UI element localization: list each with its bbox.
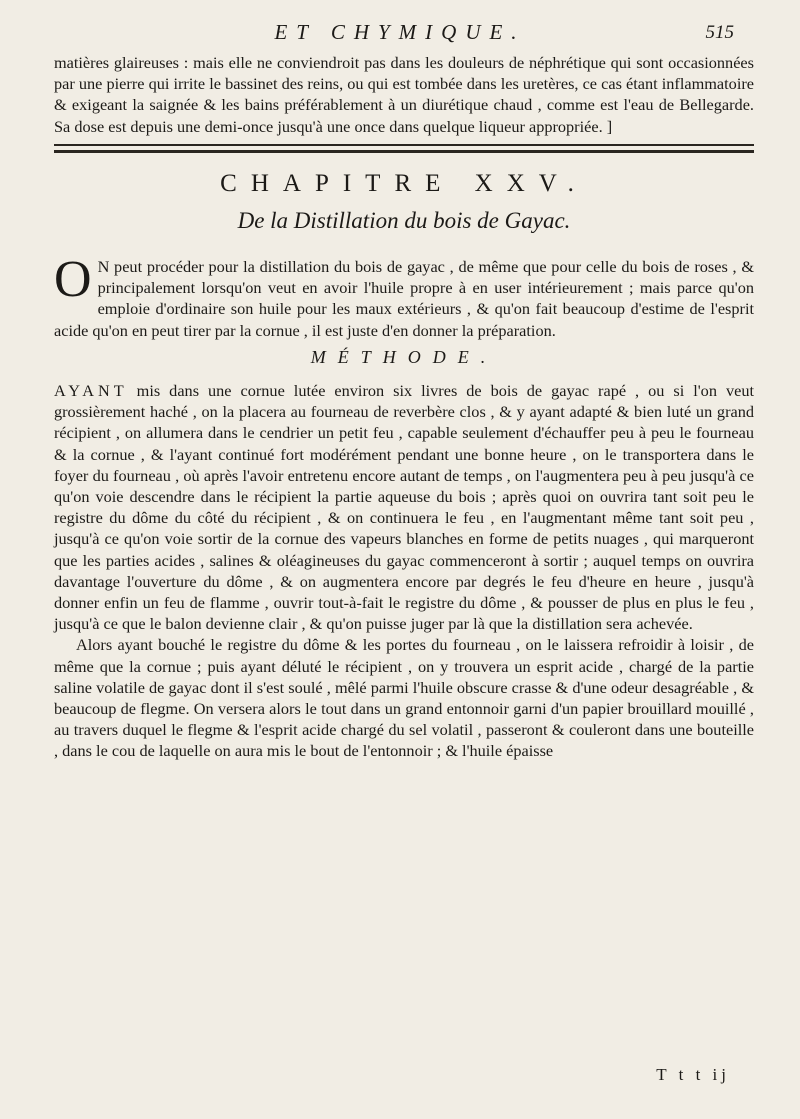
method-lead-word: AYANT (54, 381, 128, 400)
opening-text: N peut procéder pour la distillation du bois de gayac , de même que pour celle du bois de roses , & principalement lorsqu'on veut en avoir l'huile propre à en user intérieurement ; mais parce qu'on emploie d'ordinaire son huile pour les maux extérieurs , & qu'on fait beaucoup d'estime de l'esprit acide qu'on en peut tirer par la cornue , il est juste d'en donner la préparation. (54, 257, 754, 340)
running-head (0, 20, 800, 50)
opening-paragraph (54, 251, 754, 341)
running-head-title: ET CHYMIQUE. (274, 20, 526, 44)
signature-mark: T t t ij (656, 1065, 730, 1084)
chapter-divider-rule (54, 144, 754, 153)
method-heading: MÉTHODE. (310, 347, 498, 367)
method-paragraph-2: Alors ayant bouché le registre du dôme & les portes du fourneau , on le laissera refroidir à loisir , de même que la cornue ; puis ayant déluté le récipient , on y trouvera un esprit acide , chargé de la partie saline volatile de gayac dont il s'est soulé , mêlé parmi l'huile obscure crasse & d'une odeur desagréable , & beaucoup de flegme. On versera alors le tout dans un grand entonnoir garni d'un papier brouillard mouillé , au travers duquel le flegme & l'esprit acide chargé du sel volatil , passeront & couleront dans une bouteille , dans le cou de laquelle on aura mis le bout de l'entonnoir ; & l'huile épaisse (54, 635, 754, 761)
page-number: 515 (705, 22, 734, 43)
drop-cap: O (54, 251, 92, 308)
intro-block (54, 52, 754, 137)
method-paragraph-1-text: mis dans une cornue lutée environ six livres de bois de gayac rapé , ou si l'on veut grossièrement haché , on la placera au fourneau de reverbère clos , & y ayant adapté & bien luté un grand récipient , on allumera dans le cendrier un petit feu , capable seulement d'échauffer peu à peu le fourneau & la cornue , & l'ayant continué fort modérément pendant une bonne heure , on le transportera dans le foyer du fourneau , où après l'avoir entretenu encore autant de temps , on l'augmentera peu à peu jusqu'à ce qu'on voie descendre dans le récipient la partie aqueuse du bois ; après quoi on ouvrira tant soit peu le registre du dôme du côté du récipient , & on continuera le feu , en l'augmentant même tant soit peu , jusqu'à ce qu'on voie sortir de la cornue des vapeurs blanches en forme de petits nuages , qui marqueront que les parties acides , salines & oléagineuses du gayac commenceront à sortir ; auquel temps on ouvrira davantage l'ouverture du dôme , & on augmentera encore par degrés le feu d'heure en heure , jusqu'à donner enfin un feu de flamme , ouvrir tout-à-fait le registre du dôme , & pousser de plus en plus le feu , jusqu'à ce que le balon devienne clair , & qu'on puisse juger par là que la distillation sera achevée. (54, 381, 754, 634)
chapter-title: De la Distillation du bois de Gayac. (237, 208, 571, 233)
method-paragraph-1 (54, 380, 754, 634)
chapter-heading: CHAPITRE XXV. (220, 170, 588, 197)
opening-block (54, 251, 754, 341)
method-block (54, 380, 754, 762)
intro-paragraph: matières glaireuses : mais elle ne conviendroit pas dans les douleurs de néphrétique qui sont occasionnées par une pierre qui irrite le bassinet des reins, ou qui est tombée dans les uretères, ce cas étant inflammatoire & exigeant la saignée & les bains préférablement à un diurétique chaud , comme est l'eau de Bellegarde. Sa dose est depuis une demi-once jusqu'à une once dans quelque liqueur appropriée. ] (54, 53, 754, 136)
